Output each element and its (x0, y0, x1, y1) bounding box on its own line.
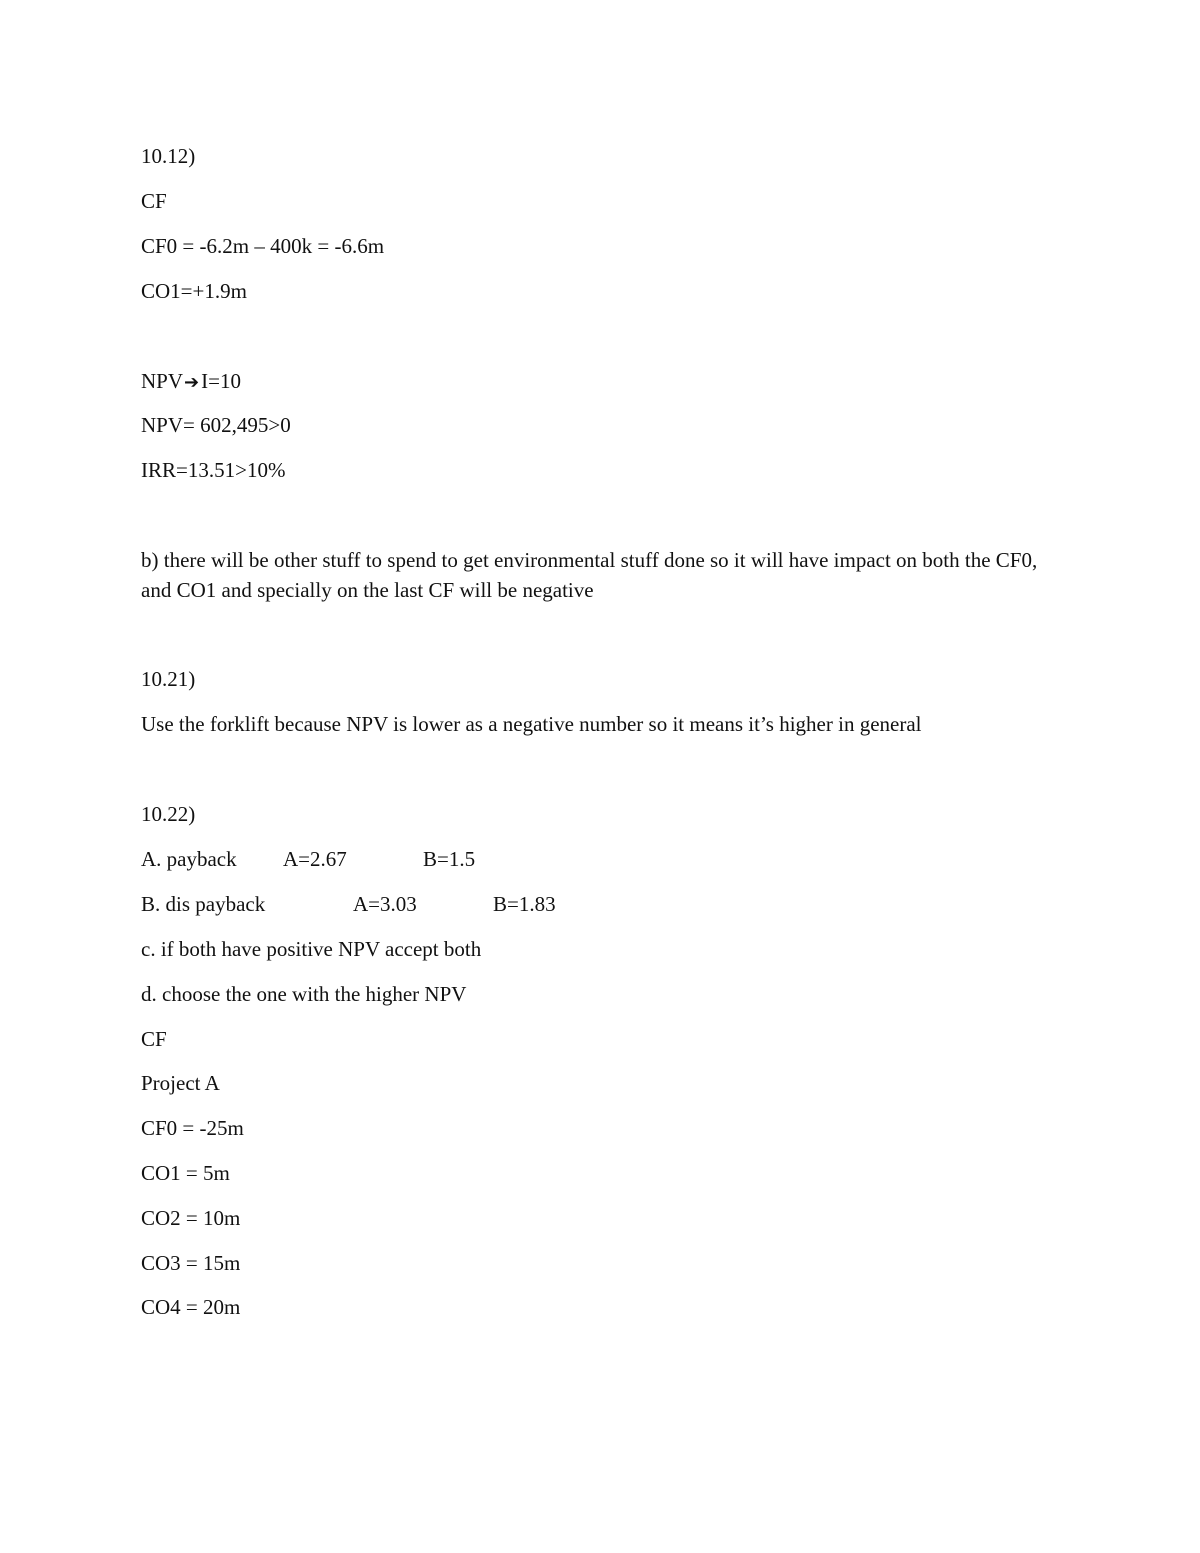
npv-value-line: NPV= 602,495>0 (141, 413, 291, 437)
npv-rate: I=10 (201, 369, 241, 393)
npv-rate-line (141, 367, 241, 397)
answer-c: c. if both have positive NPV accept both (141, 937, 482, 961)
project-a-co3: CO3 = 15m (141, 1251, 241, 1275)
cf-label-2: CF (141, 1027, 167, 1051)
project-a-label: Project A (141, 1071, 220, 1095)
heading-10-21: 10.21) (141, 667, 196, 691)
cf0-line: CF0 = -6.2m – 400k = -6.6m (141, 234, 385, 258)
right-arrow-icon: ➔ (184, 372, 200, 393)
heading-10-22: 10.22) (141, 802, 196, 826)
project-a-co2: CO2 = 10m (141, 1206, 241, 1230)
payback-row (141, 845, 641, 873)
dis-payback-label: B. dis payback (141, 892, 266, 916)
payback-value-a: A=2.67 (283, 847, 347, 871)
payback-label: A. payback (141, 847, 237, 871)
project-a-cf0: CF0 = -25m (141, 1116, 244, 1140)
cf-label: CF (141, 189, 167, 213)
co1-line: CO1=+1.9m (141, 279, 247, 303)
dis-payback-row (141, 890, 641, 918)
dis-payback-value-a: A=3.03 (353, 892, 417, 916)
irr-line: IRR=13.51>10% (141, 458, 286, 482)
part-b-paragraph: b) there will be other stuff to spend to get environmental stuff done so it will have impact on both the CF0, and CO1 and specially on the last CF will be negative (141, 548, 1038, 602)
npv-label: NPV (141, 369, 184, 393)
answer-d: d. choose the one with the higher NPV (141, 982, 467, 1006)
heading-10-12: 10.12) (141, 144, 196, 168)
project-a-co1: CO1 = 5m (141, 1161, 230, 1185)
answer-10-21: Use the forklift because NPV is lower as a negative number so it means it’s higher in general (141, 712, 922, 736)
payback-value-b: B=1.5 (423, 847, 476, 871)
dis-payback-value-b: B=1.83 (493, 892, 556, 916)
project-a-co4: CO4 = 20m (141, 1295, 241, 1319)
